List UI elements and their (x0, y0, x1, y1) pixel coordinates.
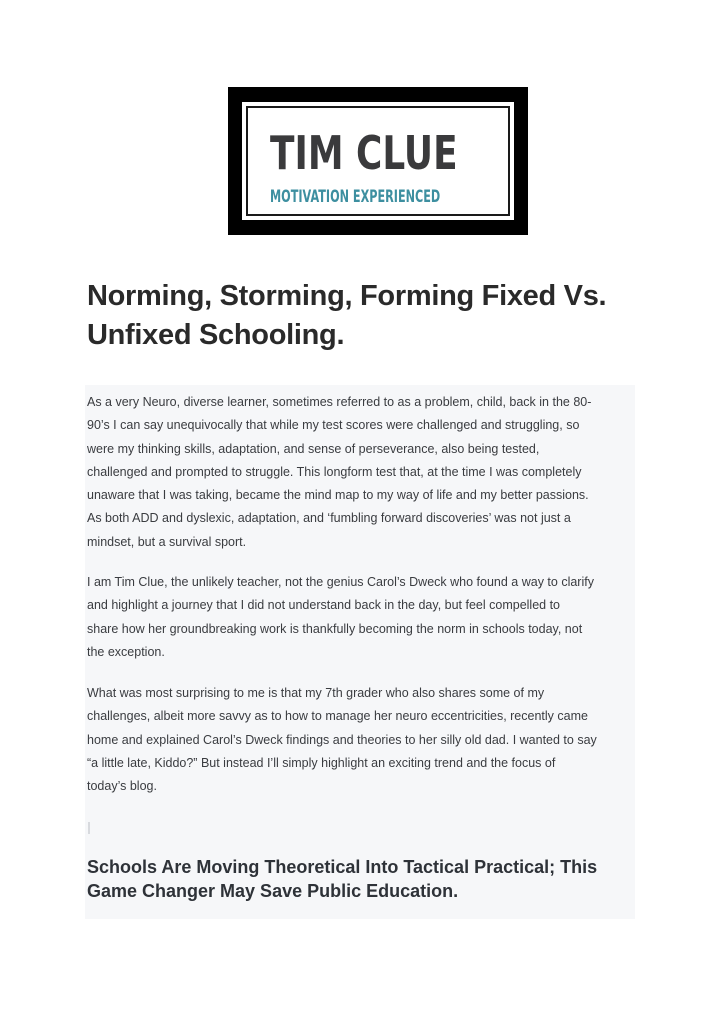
paragraph-3 (87, 682, 639, 798)
paragraph-line: As a very Neuro, diverse learner, sometimes referred to as a problem, child, back in the 80- (87, 395, 592, 409)
subheading-line: Schools Are Moving Theoretical Into Tactical Practical; This (87, 857, 598, 877)
logo-tagline: MOTIVATION EXPERIENCED (270, 187, 441, 207)
paragraph-line: home and explained Carol’s Dweck findings and theories to her silly old dad. I wanted to say (87, 732, 597, 747)
logo (228, 87, 528, 235)
paragraph-line: “a little late, Kiddo?” But instead I’ll simply highlight an exciting trend and the focus of (87, 755, 556, 770)
paragraph-line: and highlight a journey that I did not understand back in the day, but feel compelled to (87, 598, 561, 613)
section-subheading (87, 855, 632, 903)
paragraph-line: As both ADD and dyslexic, adaptation, and ‘fumbling forward discoveries’ was not just a (87, 511, 571, 526)
paragraph-line: share how her groundbreaking work is thankfully becoming the norm in schools today, not (87, 621, 583, 636)
logo-inner-frame (242, 102, 514, 220)
paragraph-line: were my thinking skills, adaptation, and sense of perseverance, also being tested, (87, 441, 540, 456)
paragraph-line: mindset, but a survival sport. (87, 534, 247, 549)
logo-name: TIM CLUE (270, 126, 458, 180)
paragraph-line: challenges, albeit more savvy as to how to manage her neuro eccentricities, recently came (87, 709, 588, 724)
paragraph-1 (87, 391, 639, 554)
paragraph-line: 90’s I can say unequivocally that while my test scores were challenged and struggling, so (87, 418, 580, 433)
subheading-line: Game Changer May Save Public Education. (87, 881, 459, 901)
paragraph-2 (87, 571, 639, 664)
empty-line-marker (88, 822, 90, 834)
paragraph-line: unaware that I was taking, became the mind map to my way of life and my better passions. (87, 488, 589, 503)
paragraph-line: the exception. (87, 644, 165, 659)
paragraph-line: challenged and prompted to struggle. This longform test that, at the time I was completely (87, 464, 582, 479)
paragraph-line: today’s blog. (87, 779, 157, 794)
article-title: Norming, Storming, Forming Fixed Vs. Unfixed Schooling. (87, 280, 607, 351)
paragraph-line: What was most surprising to me is that my 7th grader who also shares some of my (87, 686, 545, 700)
paragraph-line: I am Tim Clue, the unlikely teacher, not the genius Carol’s Dweck who found a way to clarify (87, 575, 594, 589)
